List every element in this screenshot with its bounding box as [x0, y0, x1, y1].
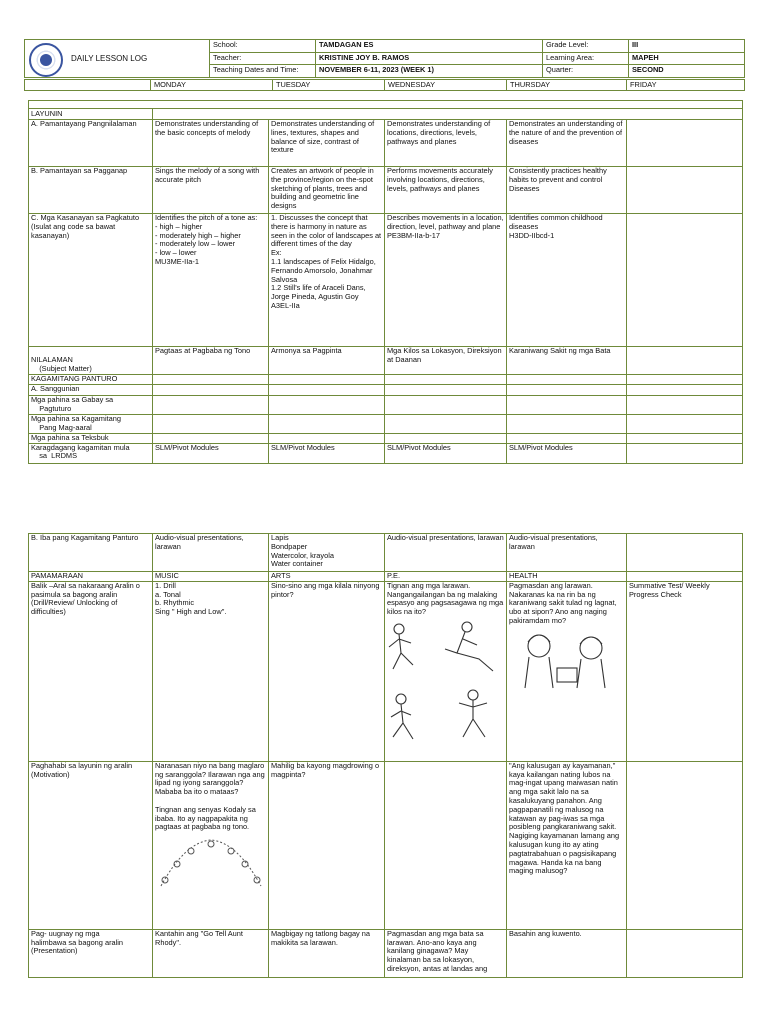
cell — [153, 375, 269, 385]
cell — [627, 414, 743, 433]
layunin-heading: LAYUNIN — [29, 109, 153, 120]
row-label: KAGAMITANG PANTURO — [29, 375, 153, 385]
row-label: Pag- uugnay ng mga halimbawa sa bagong aralin (Presentation) — [29, 929, 153, 977]
cell — [507, 581, 627, 761]
cell — [507, 384, 627, 395]
header-table — [24, 39, 745, 78]
value-learning-area: MAPEH — [629, 52, 745, 65]
cell — [385, 761, 507, 929]
layunin-blank — [153, 109, 743, 120]
cell: Performs movements accurately involving locations, directions, levels, pathways and planes — [385, 167, 507, 214]
value-grade: III — [629, 40, 745, 53]
cell: Identifies the pitch of a tone as: - high – higher - moderately high – higher - moderately low – lower - low – lower MU3ME-IIa-1 — [153, 214, 269, 347]
label-dates: Teaching Dates and Time: — [210, 65, 316, 78]
cell — [627, 375, 743, 385]
value-dates: NOVEMBER 6-11, 2023 (WEEK 1) — [316, 65, 543, 78]
cell: Karaniwang Sakit ng mga Bata — [507, 347, 627, 375]
cell — [627, 120, 743, 167]
subject-health: HEALTH — [507, 572, 627, 582]
log-title: DAILY LESSON LOG — [71, 54, 148, 63]
cell: Audio-visual presentations, larawan — [507, 534, 627, 572]
cell — [153, 384, 269, 395]
day-wednesday: WEDNESDAY — [385, 80, 507, 91]
cell: Basahin ang kuwento. — [507, 929, 627, 977]
label-teacher: Teacher: — [210, 52, 316, 65]
cell: Demonstrates an understanding of the nature of and the prevention of diseases — [507, 120, 627, 167]
cell: Demonstrates understanding of the basic concepts of melody — [153, 120, 269, 167]
day-thursday: THURSDAY — [507, 80, 627, 91]
cell — [385, 414, 507, 433]
cell — [507, 395, 627, 414]
cell-text: Naranasan niyo na bang maglaro ng saranggola? Ilarawan nga ang lipad ng iyong saranggola? Mababa ba ito o mataas? Tingnan ang senyas Kodaly sa ibaba. Ito ay nagpapakita ng pagtaas at pagbaba ng tono. — [155, 761, 265, 832]
cell: Magbigay ng tatlong bagay na makikita sa larawan. — [269, 929, 385, 977]
cell: Identifies common childhood diseases H3DD-IIbcd-1 — [507, 214, 627, 347]
cell — [627, 929, 743, 977]
row-label: Mga pahina sa Kagamitang Pang Mag-aaral — [29, 414, 153, 433]
cell: Mahilig ba kayong magdrowing o magpinta? — [269, 761, 385, 929]
subject-music: MUSIC — [153, 572, 269, 582]
cell — [507, 433, 627, 443]
day-friday: FRIDAY — [627, 80, 745, 91]
deped-seal-icon — [29, 43, 63, 77]
cell — [627, 214, 743, 347]
cell — [627, 395, 743, 414]
cell — [385, 395, 507, 414]
cell — [385, 433, 507, 443]
row-label: Paghahabi sa layunin ng aralin (Motivation) — [29, 761, 153, 929]
cell — [385, 384, 507, 395]
cell — [153, 414, 269, 433]
row-label: B. Iba pang Kagamitang Panturo — [29, 534, 153, 572]
cell: SLM/Pivot Modules — [507, 443, 627, 463]
sick-children-illustration — [509, 628, 623, 692]
cell — [627, 761, 743, 929]
cell: Audio-visual presentations, larawan — [385, 534, 507, 572]
cell — [269, 395, 385, 414]
cell — [627, 384, 743, 395]
label-quarter: Quarter: — [543, 65, 629, 78]
exercise-illustration — [387, 619, 501, 743]
label-learning-area: Learning Area: — [543, 52, 629, 65]
label-school: School: — [210, 40, 316, 53]
cell: Summative Test/ Weekly Progress Check — [627, 581, 743, 761]
header-title-cell — [25, 40, 210, 78]
kodaly-hand-signs — [155, 834, 267, 894]
procedure-table — [28, 533, 743, 978]
cell: SLM/Pivot Modules — [269, 443, 385, 463]
cell — [385, 581, 507, 761]
cell: Sings the melody of a song with accurate pitch — [153, 167, 269, 214]
cell-text: Pagmasdan ang larawan. Nakaranas ka na rin ba ng karaniwang sakit tulad ng lagnat, ubo at sipon? Ano ang naging pakiramdam mo? — [509, 581, 617, 625]
cell: Demonstrates understanding of locations, directions, levels, pathways and planes — [385, 120, 507, 167]
cell: Pagtaas at Pagbaba ng Tono — [153, 347, 269, 375]
cell — [269, 375, 385, 385]
cell: Sino-sino ang mga kilala ninyong pintor? — [269, 581, 385, 761]
cell: Lapis Bondpaper Watercolor, krayola Water container — [269, 534, 385, 572]
row-label: A. Pamantayang Pangnilalaman — [29, 120, 153, 167]
cell — [385, 375, 507, 385]
cell — [153, 395, 269, 414]
day-monday: MONDAY — [151, 80, 273, 91]
value-quarter: SECOND — [629, 65, 745, 78]
cell: Kantahin ang "Go Tell Aunt Rhody". — [153, 929, 269, 977]
cell: SLM/Pivot Modules — [385, 443, 507, 463]
day-tuesday: TUESDAY — [273, 80, 385, 91]
row-label: B. Pamantayan sa Pagganap — [29, 167, 153, 214]
cell — [269, 414, 385, 433]
label-grade: Grade Level: — [543, 40, 629, 53]
objectives-table — [28, 100, 743, 464]
cell — [507, 414, 627, 433]
cell-text: Tignan ang mga larawan. Nangangailangan ba ng malaking espasyo ang pagsasagawa ng mga kilos na ito? — [387, 581, 504, 617]
cell — [153, 761, 269, 929]
cell: Audio-visual presentations, larawan — [153, 534, 269, 572]
cell — [627, 347, 743, 375]
row-label: C. Mga Kasanayan sa Pagkatuto (Isulat ang code sa bawat kasanayan) — [29, 214, 153, 347]
cell: "Ang kalusugan ay kayamanan," kaya kailangan nating lubos na mag-ingat upang maiwasan natin ang mga sakit lalo na sa kasalukuyang panahon. Ang pagpapanatili ng malusog na katawan ay pag-iwas sa mga posibleng pangkaraniwang sakit. Nagiging kayamanan lamang ang kalusugan kung ito ay ating pagtatrabahuan o pagsisikapang magawa. Handa ka na bang maging malusog? — [507, 761, 627, 929]
cell: Creates an artwork of people in the province/region on the-spot sketching of plants, trees and building and geometric line designs — [269, 167, 385, 214]
cell: Armonya sa Pagpinta — [269, 347, 385, 375]
pamamaraan-heading: PAMAMARAAN — [29, 572, 153, 582]
cell: 1. Discusses the concept that there is harmony in nature as seen in the color of landscapes at different times of the day Ex: 1.1 landscapes of Felix Hidalgo, Fernando Amorsolo, Jonahmar Salvosa 1.2 Still's life of Araceli Dans, Jorge Pineda, Agustin Goy A3EL-IIa — [269, 214, 385, 347]
cell: Demonstrates understanding of lines, textures, shapes and balance of size, contrast of texture — [269, 120, 385, 167]
cell: SLM/Pivot Modules — [153, 443, 269, 463]
subject-pe: P.E. — [385, 572, 507, 582]
cell — [627, 572, 743, 582]
row-label: NILALAMAN (Subject Matter) — [29, 347, 153, 375]
row-label: A. Sanggunian — [29, 384, 153, 395]
row-label: Mga pahina sa Teksbuk — [29, 433, 153, 443]
days-header — [24, 79, 745, 91]
row-label: Balik –Aral sa nakaraang Aralin o pasimula sa bagong aralin (Drill/Review/ Unlocking of difficulties) — [29, 581, 153, 761]
cell — [627, 534, 743, 572]
subject-arts: ARTS — [269, 572, 385, 582]
cell — [507, 375, 627, 385]
cell: Consistently practices healthy habits to prevent and control Diseases — [507, 167, 627, 214]
value-school: TAMDAGAN ES — [316, 40, 543, 53]
cell — [153, 433, 269, 443]
row-label: Karagdagang kagamitan mula sa LRDMS — [29, 443, 153, 463]
value-teacher: KRISTINE JOY B. RAMOS — [316, 52, 543, 65]
cell: Describes movements in a location, direction, level, pathway and plane PE3BM-IIa-b-17 — [385, 214, 507, 347]
days-blank — [25, 80, 151, 91]
cell: 1. Drill a. Tonal b. Rhythmic Sing " High and Low". — [153, 581, 269, 761]
cell — [269, 433, 385, 443]
cell — [627, 433, 743, 443]
cell: Pagmasdan ang mga bata sa larawan. Ano-ano kaya ang kanilang ginagawa? May kinalaman ba sa lokasyon, direksyon, antas at landas ang — [385, 929, 507, 977]
cell — [627, 167, 743, 214]
row-label: Mga pahina sa Gabay sa Pagtuturo — [29, 395, 153, 414]
cell — [269, 384, 385, 395]
cell — [627, 443, 743, 463]
spacer-row — [29, 101, 743, 109]
cell: Mga Kilos sa Lokasyon, Direksiyon at Daanan — [385, 347, 507, 375]
